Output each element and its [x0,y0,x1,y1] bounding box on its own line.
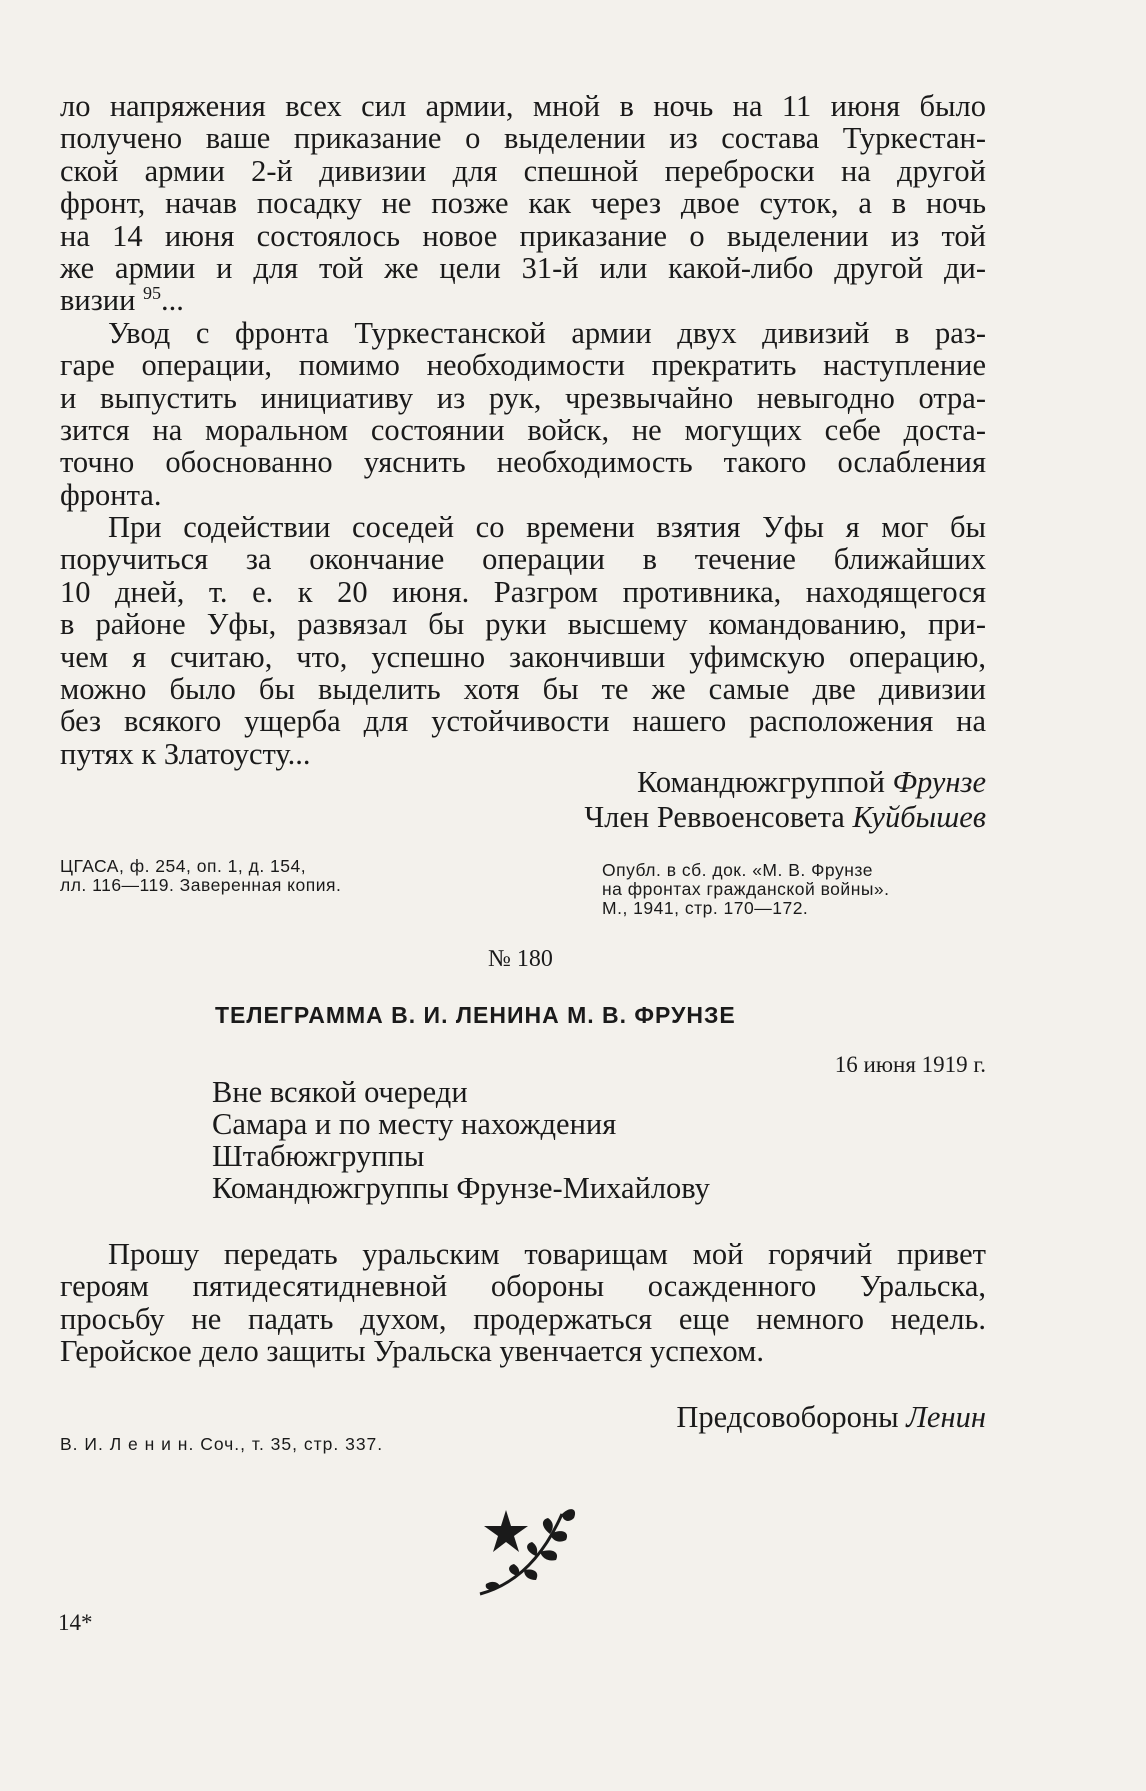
main-text [60,90,986,770]
signature-kuibyshev [584,800,986,835]
p1-last-line [60,284,986,316]
p2-line: фронта. [60,477,162,512]
star-with-laurel-icon [470,1494,590,1604]
p1-line: на 14 июня состоялось новое приказание о выделении из той [60,218,986,253]
telegram-line: героям пятидесятидневной обороны осажденного Уральска, [60,1269,986,1304]
signature-role: Предсовобороны [676,1400,899,1434]
signature-role: Командюжгруппой [637,765,885,799]
source-reference: В. И. Л е н и н. Соч., т. 35, стр. 337. [60,1434,384,1454]
telegram-body [60,1238,986,1368]
telegram-address [212,1076,710,1204]
footnote-ref: 95 [143,283,162,304]
page-number: 14* [58,1610,93,1635]
signature-name: Ленин [906,1400,986,1434]
p3-line: можно было бы выделить хотя бы те же самые две дивизии [60,672,986,707]
document-number: № 180 [488,946,553,972]
p2-line: зится на моральном состоянии войск, не могущих себе доста- [60,412,986,447]
p1-line: же армии и для той же цели 31-й или какой-либо другой ди- [60,250,986,285]
address-line: Штабюжгруппы [212,1139,425,1173]
ellipsis: ... [161,283,184,318]
signature-role: Член Реввоенсовета [584,800,845,834]
p2-line: и выпустить инициативу из рук, чрезвычайно невыгодно отра- [60,380,986,415]
telegram-line: Прошу передать уральским товарищам мой горячий привет [108,1237,986,1271]
publication-ref-line: М., 1941, стр. 170—172. [602,898,809,918]
signature-lenin [676,1400,986,1435]
p1-line: ло напряжения всех сил армии, мной в ночь на 11 июня было [60,89,986,123]
p1-last-word: визии [60,283,136,318]
p2-line: Увод с фронта Туркестанской армии двух дивизий в раз- [108,315,986,350]
signature-name: Куйбышев [852,800,986,834]
address-line: Командюжгруппы Фрунзе-Михайлову [212,1171,710,1205]
archive-ref-line: ЦГАСА, ф. 254, оп. 1, д. 154, [60,856,307,876]
p3-line: без всякого ущерба для устойчивости нашего расположения на [60,704,986,739]
publication-ref-line: Опубл. в сб. док. «М. В. Фрунзе [602,860,873,880]
p3-line: чем я считаю, что, успешно закончивши уфимскую операцию, [60,639,986,674]
archive-ref-line: лл. 116—119. Заверенная копия. [60,875,342,895]
publication-ref-line: на фронтах гражданской войны». [602,879,890,899]
p3-line: в районе Уфы, развязал бы руки высшему командованию, при- [60,607,986,642]
address-line: Вне всякой очереди [212,1075,468,1109]
p3-line: 10 дней, т. е. к 20 июня. Разгром противника, находящегося [60,574,986,609]
archive-reference [60,857,341,895]
p1-line: ской армии 2-й дивизии для спешной переброски на другой [60,153,986,188]
document-title: ТЕЛЕГРАММА В. И. ЛЕНИНА М. В. ФРУНЗЕ [215,1002,736,1028]
p3-line: поручиться за окончание операции в течение ближайших [60,542,986,577]
p2-line: гаре операции, помимо необходимости прекратить наступление [60,348,986,383]
p1-line: получено ваше приказание о выделении из состава Туркестан- [60,121,986,156]
p1-line: фронт, начав посадку не позже как через двое суток, а в ночь [60,186,986,221]
signature-frunze [637,765,986,800]
p3-line: При содействии соседей со времени взятия Уфы я мог бы [108,510,986,545]
address-line: Самара и по месту нахождения [212,1107,617,1141]
publication-reference [602,861,890,918]
p3-line: путях к Златоусту... [60,736,311,771]
signature-name: Фрунзе [892,765,986,799]
telegram-line: просьбу не падать духом, продержаться еще немного недель. [60,1301,986,1336]
telegram-line: Геройское дело защиты Уральска увенчается успехом. [60,1334,764,1369]
p2-line: точно обоснованно уяснить необходимость такого ослабления [60,445,986,480]
document-date: 16 июня 1919 г. [834,1052,986,1077]
